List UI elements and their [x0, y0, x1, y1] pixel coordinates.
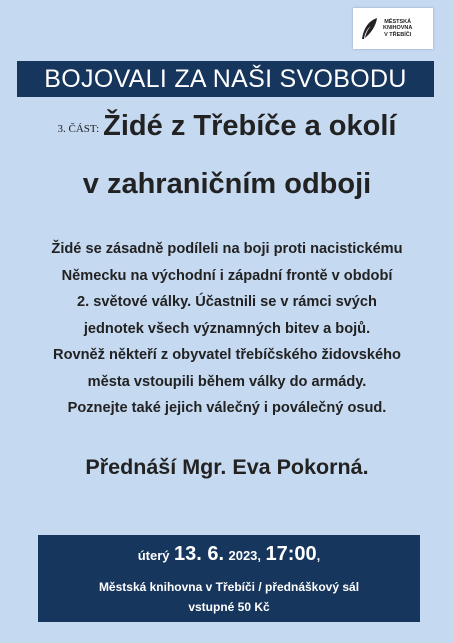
lecture-title-line1	[0, 110, 454, 143]
event-date: 13. 6.	[173, 543, 225, 565]
description-line: Poznejte také jejich válečný i poválečný osud.	[67, 400, 387, 416]
description-line: města vstoupili během války do armády.	[87, 373, 367, 390]
event-date-time	[38, 543, 420, 566]
series-banner: BOJOVALI ZA NAŠI SVOBODU	[17, 61, 434, 97]
event-time-suffix: ,	[316, 548, 321, 563]
library-logo	[353, 8, 433, 49]
event-info-box	[38, 535, 420, 622]
event-place: Městská knihovna v Třebíči / přednáškový sál	[98, 580, 360, 594]
description	[20, 236, 434, 422]
description-line: Rovněž někteří z obyvatel třebíčského židovského	[53, 347, 401, 363]
event-fee: vstupné 50 Kč	[188, 600, 270, 614]
event-day: úterý	[137, 548, 170, 563]
part-label: 3. ČÁST:	[57, 123, 100, 135]
description-line: jednotek všech významných bitev a bojů.	[83, 320, 371, 337]
event-time: 17:00	[265, 543, 317, 565]
lecture-title-line2: v zahraničním odboji	[82, 168, 372, 200]
logo-line: MĚSTSKÁ	[384, 18, 412, 25]
feather-quill-icon	[359, 17, 379, 41]
description-line: 2. světové války. Účastnili se v rámci svých	[77, 294, 377, 310]
description-line: Židé se zásadně podíleli na boji proti nacistickému	[51, 241, 403, 257]
logo-text	[383, 19, 412, 39]
description-line: Německu na východní i západní frontě v období	[61, 267, 393, 284]
logo-line: V TŘEBÍČI	[384, 31, 412, 38]
event-year: 2023,	[228, 548, 262, 563]
logo-line: KNIHOVNA	[383, 25, 413, 32]
title-main: Židé z Třebíče a okolí	[103, 110, 397, 142]
lecturer-name: Přednáší Mgr. Eva Pokorná.	[85, 455, 369, 479]
